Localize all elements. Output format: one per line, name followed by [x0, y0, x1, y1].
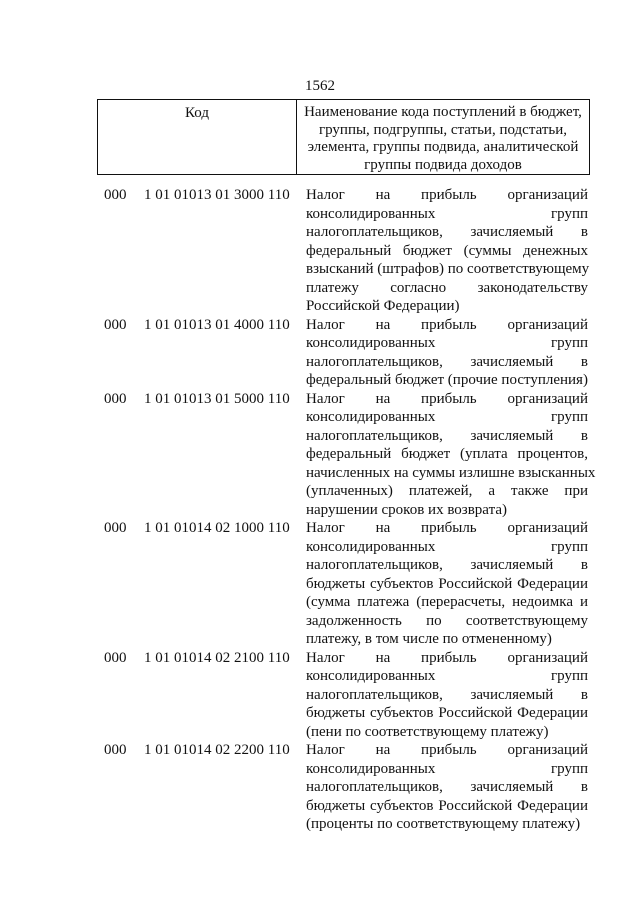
description-line: Налог на прибыль организаций: [306, 520, 588, 536]
table-row: [0, 390, 640, 520]
description-line: Налог на прибыль организаций: [306, 187, 588, 203]
table-row: [0, 741, 640, 834]
table-row: [0, 649, 640, 742]
table-header: [97, 99, 590, 175]
row-code: 1 01 01013 01 4000 110: [144, 316, 290, 333]
description-line: бюджеты субъектов Российской Федерации: [306, 797, 588, 814]
description-line: Российской Федерации): [306, 298, 460, 314]
description-line: консолидированных групп: [306, 409, 588, 425]
row-prefix: 000: [104, 316, 127, 333]
description-line: налогоплательщиков, зачисляемый в: [306, 686, 588, 703]
description-line: платежу согласно законодательству: [306, 279, 588, 296]
row-prefix: 000: [104, 187, 127, 203]
row-description: [306, 390, 596, 520]
row-prefix: 000: [104, 390, 127, 407]
description-line: консолидированных групп: [306, 760, 588, 777]
table-row: [0, 519, 640, 649]
description-line: консолидированных групп: [306, 668, 588, 684]
row-description: [306, 741, 588, 834]
description-line: (сумма платежа (перерасчеты, недоимка и: [306, 594, 588, 610]
description-line: платежу, в том числе по отмененному): [306, 631, 552, 647]
row-description: [306, 649, 588, 742]
description-line: бюджеты субъектов Российской Федерации: [306, 575, 588, 592]
description-line: задолженность по соответствующему: [306, 612, 588, 629]
table-row: [0, 316, 640, 390]
row-prefix: 000: [104, 520, 127, 536]
description-line: консолидированных групп: [306, 205, 588, 222]
description-line: налогоплательщиков, зачисляемый в: [306, 779, 588, 795]
row-code: 1 01 01014 02 2200 110: [144, 742, 290, 758]
description-line: взысканий (штрафов) по соответствующему: [306, 261, 590, 277]
table-row: [0, 186, 640, 316]
row-code: 1 01 01014 02 2100 110: [144, 649, 290, 666]
description-line: налогоплательщиков, зачисляемый в: [306, 353, 588, 370]
row-code: 1 01 01014 02 1000 110: [144, 520, 290, 536]
row-code: 1 01 01013 01 3000 110: [144, 187, 290, 203]
description-line: начисленных на суммы излишне взысканных: [306, 464, 596, 481]
row-description: [306, 186, 588, 316]
row-description: [306, 519, 588, 649]
description-line: Налог на прибыль организаций: [306, 390, 588, 407]
description-line: (уплаченных) платежей, а также при: [306, 483, 588, 499]
row-prefix: 000: [104, 649, 127, 666]
description-line: консолидированных групп: [306, 335, 588, 351]
description-line: (проценты по соответствующему платежу): [306, 816, 581, 832]
header-code-cell: Код: [98, 100, 297, 175]
description-line: бюджеты субъектов Российской Федерации: [306, 705, 588, 721]
row-code: 1 01 01013 01 5000 110: [144, 390, 290, 407]
description-line: федеральный бюджет (уплата процентов,: [306, 446, 588, 462]
header-name-cell: Наименование кода поступлений в бюджет, группы, подгруппы, статьи, подстатьи, элемента, группы подвида, аналитической группы подвида доходов: [297, 100, 590, 175]
description-line: (пени по соответствующему платежу): [306, 723, 549, 740]
description-line: налогоплательщиков, зачисляемый в: [306, 557, 588, 573]
description-line: налогоплательщиков, зачисляемый в: [306, 427, 588, 444]
description-line: Налог на прибыль организаций: [306, 649, 588, 666]
description-line: Налог на прибыль организаций: [306, 316, 588, 333]
page-number: 1562: [305, 78, 335, 94]
row-description: [306, 316, 588, 390]
description-line: нарушении сроков их возврата): [306, 501, 507, 518]
row-prefix: 000: [104, 742, 127, 758]
description-line: консолидированных групп: [306, 538, 588, 555]
income-codes-list: [0, 186, 640, 834]
description-line: федеральный бюджет (суммы денежных: [306, 242, 588, 259]
description-line: Налог на прибыль организаций: [306, 742, 588, 758]
description-line: федеральный бюджет (прочие поступления): [306, 372, 588, 388]
description-line: налогоплательщиков, зачисляемый в: [306, 224, 588, 240]
